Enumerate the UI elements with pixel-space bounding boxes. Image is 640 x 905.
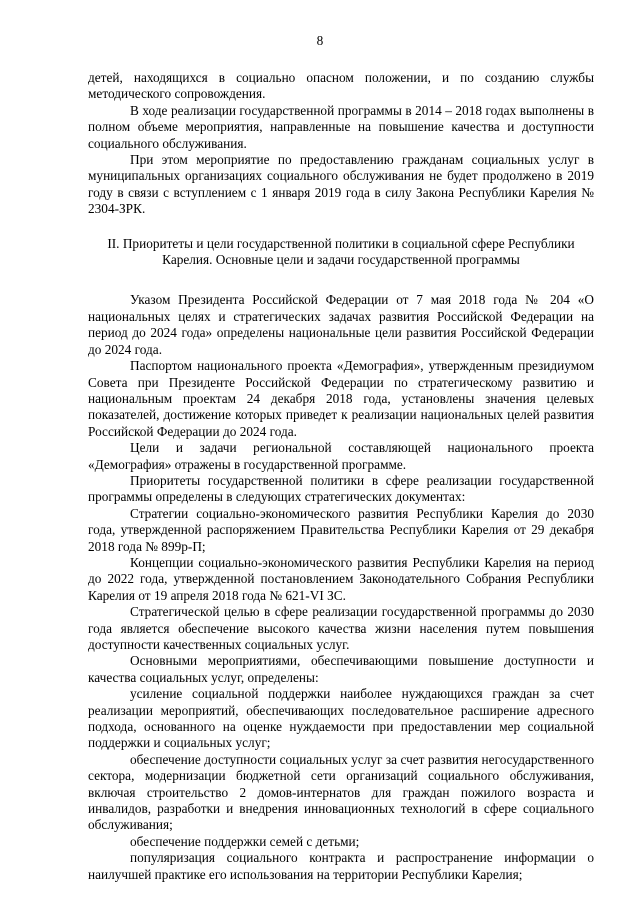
paragraph: Паспортом национального проекта «Демография», утвержденным президиумом Совета при Президенте Российской Федерации по стратегическому развитию и национальным проектам 24 декабря 2018 года, установлены значения целевых показателей, достижение которых приведет к реализации национальных целей развития Российской Федерации до 2024 года. xyxy=(88,358,594,439)
paragraph: Приоритеты государственной политики в сфере реализации государственной программы определены в следующих стратегических документах: xyxy=(88,472,594,505)
list-item: обеспечение доступности социальных услуг за счет развития негосударственного сектора, модернизации бюджетной сети организаций социального обслуживания, включая строительство 2 домов-интернатов для граждан пожилого возраста и инвалидов, разработки и внедрения инновационных технологий в сфере социального обслуживания; xyxy=(88,751,594,833)
paragraph: При этом мероприятие по предоставлению гражданам социальных услуг в муниципальных организациях социального обслуживания не будет продолжено в 2019 году в связи с вступлением с 1 января 2019 года в силу Закона Республики Карелия № 2304-ЗРК. xyxy=(88,152,594,217)
paragraph: Цели и задачи региональной составляющей национального проекта «Демография» отражены в государственной программе. xyxy=(88,440,594,472)
paragraph: В ходе реализации государственной программы в 2014 – 2018 годах выполнены в полном объеме мероприятия, направленные на повышение качества и доступности социального обслуживания. xyxy=(88,102,594,151)
list-item: популяризация социального контракта и распространение информации о наилучшей практике его использования на территории Республики Карелия; xyxy=(88,850,594,882)
page-number: 8 xyxy=(316,33,324,48)
document-body xyxy=(88,70,594,883)
paragraph: Стратегической целью в сфере реализации государственной программы до 2030 года является обеспечение высокого качества жизни населения путем повышения доступности качественных социальных услуг. xyxy=(88,604,594,652)
paragraph: Указом Президента Российской Федерации от 7 мая 2018 года № 204 «О национальных целях и стратегических задачах развития Российской Федерации на период до 2024 года» определены национальные цели развития Российской Федерации до 2024 года. xyxy=(88,292,594,357)
paragraph: Стратегии социально-экономического развития Республики Карелия до 2030 года, утвержденной распоряжением Правительства Республики Карелия от 29 декабря 2018 года № 899р-П; xyxy=(88,505,594,554)
section-heading: II. Приоритеты и цели государственной политики в социальной сфере Республики Карелия. Основные цели и задачи государственной программы xyxy=(107,235,575,268)
list-item: обеспечение поддержки семей с детьми; xyxy=(130,833,360,849)
paragraph: Основными мероприятиями, обеспечивающими повышение доступности и качества социальных услуг, определены: xyxy=(88,653,594,685)
paragraph: детей, находящихся в социально опасном положении, и по созданию службы методического сопровождения. xyxy=(88,70,594,102)
list-item: усиление социальной поддержки наиболее нуждающихся граждан за счет реализации мероприятий, обеспечивающих последовательное расширение адресного подхода, основанного на оценке нуждаемости при предоставлении мер социальной поддержки и социальных услуг; xyxy=(88,686,594,751)
paragraph: Концепции социально-экономического развития Республики Карелия на период до 2022 года, утвержденной постановлением Законодательного Собрания Республики Карелия от 19 апреля 2018 года № 621-VI ЗС. xyxy=(88,554,594,603)
